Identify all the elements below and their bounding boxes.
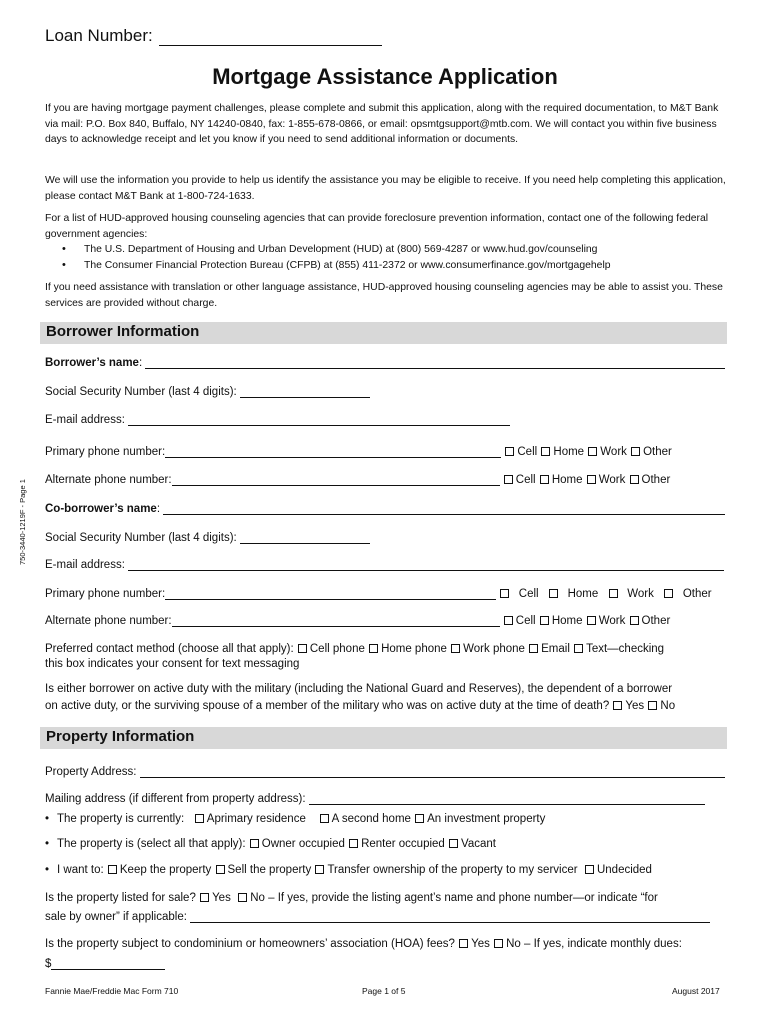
cell-label: Cell [515, 615, 536, 627]
cell-checkbox[interactable] [504, 616, 513, 625]
home-phone-label: Home phone [381, 643, 447, 655]
home-label: Home [553, 446, 585, 458]
page-title: Mortgage Assistance Application [212, 64, 558, 89]
bullet: • [45, 813, 50, 825]
borrower-email-row [45, 413, 510, 426]
borrower-alternate-phone-row [45, 473, 670, 486]
hoa-no-label: No – If yes, indicate monthly dues: [506, 938, 682, 950]
work-checkbox[interactable] [588, 447, 597, 456]
borrower-name-row [45, 356, 725, 369]
mailing-address-row [45, 792, 705, 805]
other-checkbox[interactable] [630, 616, 639, 625]
colon: : [138, 357, 143, 369]
other-checkbox[interactable] [630, 475, 639, 484]
yes-label: Yes [625, 700, 645, 712]
footer-date: August 2017 [672, 986, 720, 996]
cell-checkbox[interactable] [505, 447, 514, 456]
preferred-contact-row [45, 643, 664, 655]
alternate-phone-label: Alternate phone number: [45, 615, 172, 627]
preferred-contact-label: Preferred contact method (choose all that apply): [45, 643, 294, 655]
agency-item-cfpb: • The Consumer Financial Protection Bureau (CFPB) at (855) 411-2372 or www.consumerfinance.gov/mortgagehelp [60, 258, 611, 274]
sell-property-checkbox[interactable] [216, 865, 225, 874]
military-question-text: on active duty, or the surviving spouse of a member of the military who was on active duty at the time of death? [45, 700, 610, 712]
property-section-title: Property Information [46, 728, 195, 745]
email-option-label: Email [541, 643, 570, 655]
intro-paragraph-2: We will use the information you provide to help us identify the assistance you may be eligible to receive. If you need help completing this application, please contact M&T Bank at 1-800-724-1633. [45, 175, 726, 202]
undecided-checkbox[interactable] [585, 865, 594, 874]
agency-item-hud: • The U.S. Department of Housing and Urban Development (HUD) at (800) 569-4287 or www.hud.gov/counseling [60, 242, 611, 258]
hoa-no-checkbox[interactable] [494, 939, 503, 948]
loan-number-row [45, 26, 382, 46]
investment-property-label: An investment property [427, 813, 546, 825]
property-address-label: Property Address: [45, 766, 137, 778]
coborrower-name-row [45, 502, 725, 515]
borrower-primary-phone-row [45, 445, 672, 458]
other-checkbox[interactable] [664, 589, 673, 598]
mailing-address-label: Mailing address (if different from property address): [45, 793, 306, 805]
coborrower-email-row [45, 558, 724, 571]
intro-paragraph-1: If you are having mortgage payment challenges, please complete and submit this application, along with the required documentation, to M&T Bank via mail: P.O. Box 840, Buffalo, NY 14240-0840, fax: 1-855-678-0866, or email: opsmtgsupport@mtb.com. We will contact you within five business days to acknowledge receipt and let you know if you need to send additional information or documents. [45, 103, 719, 146]
coborrower-primary-phone-row [45, 587, 712, 600]
coborrower-alternate-phone-field[interactable] [172, 614, 500, 627]
hoa-yes-label: Yes [471, 938, 490, 950]
cell-checkbox[interactable] [504, 475, 513, 484]
primary-residence-label: Aprimary residence [206, 813, 306, 825]
property-address-field[interactable] [140, 765, 725, 778]
keep-property-label: Keep the property [119, 864, 212, 876]
work-phone-label: Work phone [463, 643, 525, 655]
borrower-section-header [40, 322, 727, 344]
work-label: Work [598, 615, 626, 627]
hoa-yes-checkbox[interactable] [459, 939, 468, 948]
listed-no-checkbox[interactable] [238, 893, 247, 902]
email-checkbox[interactable] [529, 644, 538, 653]
second-home-label: A second home [331, 813, 411, 825]
renter-occupied-label: Renter occupied [361, 838, 445, 850]
borrower-ssn-row [45, 385, 370, 398]
primary-residence-checkbox[interactable] [195, 814, 204, 823]
agency-list [60, 242, 611, 273]
keep-property-checkbox[interactable] [108, 865, 117, 874]
listed-yes-checkbox[interactable] [200, 893, 209, 902]
intro-paragraph-3: For a list of HUD-approved housing counseling agencies that can provide foreclosure prevention information, contact one of the following federal government agencies: [45, 213, 709, 240]
text-option-label: Text—checking [586, 643, 665, 655]
alternate-phone-label: Alternate phone number: [45, 474, 172, 486]
property-currently-label: The property is currently: [57, 813, 185, 825]
footer-form-name: Fannie Mae/Freddie Mac Form 710 [45, 986, 179, 996]
loan-number-label: Loan Number: [45, 26, 153, 45]
home-label: Home [551, 474, 583, 486]
military-yes-checkbox[interactable] [613, 701, 622, 710]
home-checkbox[interactable] [540, 475, 549, 484]
intro-paragraph-4: If you need assistance with translation or other language assistance, HUD-approved housing counseling agencies may be able to assist you. These services are provided without charge. [45, 282, 723, 309]
primary-phone-label: Primary phone number: [45, 446, 166, 458]
home-checkbox[interactable] [541, 447, 550, 456]
undecided-label: Undecided [596, 864, 652, 876]
military-no-checkbox[interactable] [648, 701, 657, 710]
listed-question: Is the property listed for sale? [45, 892, 196, 904]
coborrower-name-field[interactable] [163, 502, 725, 515]
email-label: E-mail address: [45, 414, 125, 426]
home-label: Home [551, 615, 583, 627]
borrower-name-field[interactable] [145, 356, 725, 369]
transfer-ownership-checkbox[interactable] [315, 865, 324, 874]
bullet: • [45, 838, 50, 850]
other-checkbox[interactable] [631, 447, 640, 456]
borrower-email-field[interactable] [128, 413, 510, 426]
listing-agent-field[interactable] [190, 910, 710, 923]
work-checkbox[interactable] [609, 589, 618, 598]
vacant-label: Vacant [461, 838, 496, 850]
military-question-line-1: Is either borrower on active duty with the military (including the National Guard and Reserves), the dependent of a borrower [45, 683, 673, 695]
other-label: Other [641, 615, 671, 627]
text-checkbox[interactable] [574, 644, 583, 653]
borrower-alternate-phone-field[interactable] [172, 473, 500, 486]
listing-agent-label: sale by owner” if applicable: [45, 911, 187, 923]
coborrower-ssn-field[interactable] [240, 531, 370, 544]
hoa-row [45, 938, 682, 950]
primary-phone-label: Primary phone number: [45, 588, 166, 600]
hoa-dues-field[interactable] [51, 957, 165, 970]
coborrower-primary-phone-field[interactable] [165, 587, 496, 600]
borrower-section-title: Borrower Information [46, 323, 200, 340]
home-phone-checkbox[interactable] [369, 644, 378, 653]
listing-agent-row [45, 910, 710, 923]
cell-phone-checkbox[interactable] [298, 644, 307, 653]
consent-line: this box indicates your consent for text messaging [45, 658, 300, 670]
work-phone-checkbox[interactable] [451, 644, 460, 653]
investment-property-checkbox[interactable] [415, 814, 424, 823]
owner-occupied-label: Owner occupied [261, 838, 345, 850]
work-checkbox[interactable] [587, 475, 596, 484]
loan-number-field[interactable] [159, 30, 382, 46]
transfer-ownership-label: Transfer ownership of the property to my servicer [327, 864, 578, 876]
work-label: Work [627, 588, 654, 600]
mailing-address-field[interactable] [309, 792, 705, 805]
cell-phone-label: Cell phone [309, 643, 365, 655]
home-label: Home [567, 588, 599, 600]
coborrower-ssn-row [45, 531, 370, 544]
no-label: No [660, 700, 676, 712]
sell-property-label: Sell the property [227, 864, 312, 876]
property-address-row [45, 765, 725, 778]
work-checkbox[interactable] [587, 616, 596, 625]
borrower-primary-phone-field[interactable] [165, 445, 501, 458]
cell-label: Cell [515, 474, 536, 486]
property-section-header [40, 727, 727, 749]
other-label: Other [682, 588, 712, 600]
email-label: E-mail address: [45, 559, 125, 571]
owner-occupied-checkbox[interactable] [250, 839, 259, 848]
footer-page-number: Page 1 of 5 [362, 986, 406, 996]
coborrower-name-label: Co-borrower’s name [45, 503, 157, 515]
borrower-ssn-field[interactable] [240, 385, 370, 398]
cell-label: Cell [518, 588, 539, 600]
property-is-label: The property is (select all that apply): [57, 838, 246, 850]
cell-checkbox[interactable] [500, 589, 509, 598]
other-label: Other [643, 446, 672, 458]
coborrower-email-field[interactable] [128, 558, 724, 571]
borrower-name-label: Borrower’s name [45, 357, 139, 369]
colon: : [156, 503, 161, 515]
coborrower-alternate-phone-row [45, 614, 670, 627]
listed-for-sale-row [45, 892, 658, 904]
work-label: Work [598, 474, 626, 486]
listed-no-label: No – If yes, provide the listing agent’s name and phone number—or indicate “for [250, 892, 658, 904]
other-label: Other [641, 474, 671, 486]
dollar-sign: $ [45, 958, 52, 970]
work-label: Work [600, 446, 627, 458]
hoa-dues-row [45, 957, 165, 970]
property-is-row [45, 838, 496, 850]
home-checkbox[interactable] [549, 589, 558, 598]
military-question-line-2 [45, 700, 675, 712]
property-currently-row [45, 813, 545, 825]
hoa-question: Is the property subject to condominium or homeowners’ association (HOA) fees? [45, 938, 455, 950]
bullet: • [45, 864, 50, 876]
vacant-checkbox[interactable] [449, 839, 458, 848]
renter-occupied-checkbox[interactable] [349, 839, 358, 848]
listed-yes-label: Yes [212, 892, 231, 904]
ssn-label: Social Security Number (last 4 digits): [45, 386, 237, 398]
cell-label: Cell [517, 446, 538, 458]
home-checkbox[interactable] [540, 616, 549, 625]
side-form-code: 750-3440-1219F - Page 1 [18, 479, 27, 565]
ssn-label: Social Security Number (last 4 digits): [45, 532, 237, 544]
want-to-label: I want to: [57, 864, 104, 876]
second-home-checkbox[interactable] [320, 814, 329, 823]
want-to-row [45, 864, 652, 876]
